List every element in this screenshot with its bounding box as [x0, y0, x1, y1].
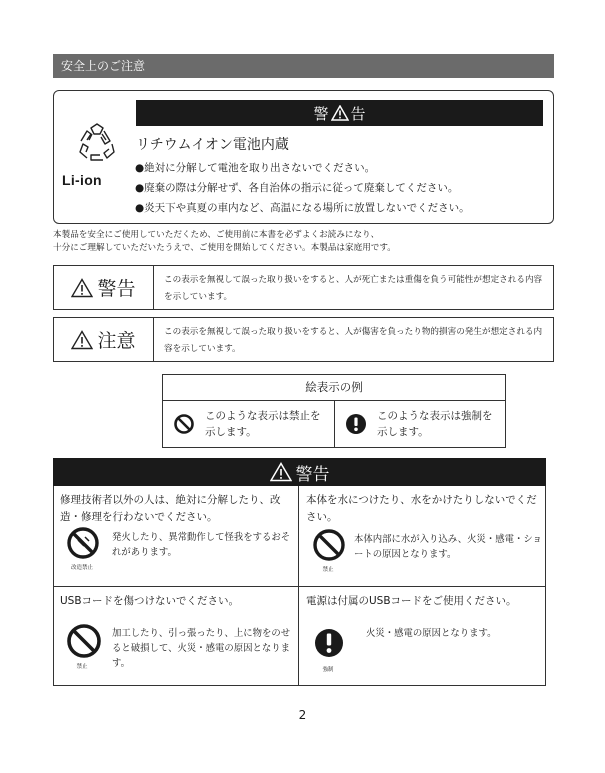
definition-caution [53, 317, 554, 362]
warning-word-2: 告 [350, 104, 366, 123]
warning-triangle-icon [71, 330, 93, 350]
table-divider [53, 586, 546, 587]
icon-caption: 禁止 [322, 567, 334, 573]
mandatory-action-icon [345, 413, 367, 435]
no-disassembly-icon [66, 526, 100, 560]
legend-prohibit [163, 401, 335, 447]
warning-triangle-icon [270, 462, 292, 482]
liion-bullet: ●炎天下や真夏の車内など、高温になる場所に放置しないでください。 [135, 202, 470, 214]
liion-warning-bar [136, 100, 543, 126]
liion-bullet: ●絶対に分解して電池を取り出さないでください。 [135, 162, 376, 174]
warning-cell-title: 電源は付属のUSBコードをご使用ください。 [306, 595, 517, 607]
legend-prohibit-text: このような表示は禁止を示します。 [205, 410, 321, 438]
warning-cell-title: 本体を水につけたり、水をかけたりしないでください。 [306, 494, 537, 523]
prohibition-icon [66, 623, 102, 659]
liion-title: リチウムイオン電池内蔵 [136, 137, 289, 153]
liion-bullet: ●廃棄の際は分解せず、各自治体の指示に従って廃棄してください。 [135, 182, 459, 194]
intro-line: 本製品を安全にご使用していただくため、ご使用前に本書を必ずよくお読みになり、 [53, 230, 380, 240]
warnings-table-header [53, 458, 546, 486]
warning-cell-text: 加工したり、引っ張ったり、上に物をのせると破損して、火災・感電の原因となります。 [112, 628, 291, 669]
warning-cell-title: 修理技術者以外の人は、絶対に分解したり、改造・修理を行わないでください。 [60, 494, 281, 523]
prohibition-icon [312, 528, 346, 562]
legend-mandatory-text: このような表示は強制を示します。 [377, 410, 493, 438]
warning-cell-text: 本体内部に水が入り込み、火災・感電・ショートの原因となります。 [354, 534, 542, 560]
recycle-icon [76, 122, 118, 166]
warning-triangle-icon [71, 278, 93, 298]
icon-legend [162, 374, 506, 448]
liion-label: Li-ion [62, 172, 102, 188]
section-header: 安全上のご注意 [53, 54, 554, 78]
mandatory-action-icon [314, 628, 344, 658]
legend-title: 絵表示の例 [163, 375, 505, 401]
warning-cell-title: USBコードを傷つけないでください。 [60, 595, 240, 607]
warnings-table-title: 警告 [295, 464, 330, 485]
definition-caution-label: 注意 [97, 330, 136, 352]
warning-word: 警 [313, 104, 329, 123]
legend-mandatory [335, 401, 505, 447]
warning-cell-text: 発火したり、異常動作して怪我をするおそれがあります。 [112, 532, 291, 558]
definition-warning [53, 265, 554, 310]
warning-triangle-icon [331, 105, 349, 121]
icon-caption: 強制 [322, 667, 334, 673]
definition-caution-text: この表示を無視して誤った取り扱いをすると、人が傷害を負ったり物的損害の発生が想定される内容を示しています。 [164, 327, 543, 354]
page-number: 2 [298, 708, 307, 722]
definition-warning-label: 警告 [97, 278, 136, 300]
definition-caution-label-cell [54, 318, 154, 361]
definition-warning-label-cell [54, 266, 154, 309]
icon-caption: 禁止 [76, 664, 88, 670]
warning-cell-text: 火災・感電の原因となります。 [366, 628, 497, 639]
definition-warning-text: この表示を無視して誤った取り扱いをすると、人が死亡または重傷を負う可能性が想定される内容を示しています。 [164, 275, 543, 302]
prohibition-icon [173, 413, 195, 435]
icon-caption: 改造禁止 [70, 565, 93, 571]
intro-line: 十分にご理解していただいたうえで、ご使用を開始してください。本製品は家庭用です。 [53, 243, 396, 253]
